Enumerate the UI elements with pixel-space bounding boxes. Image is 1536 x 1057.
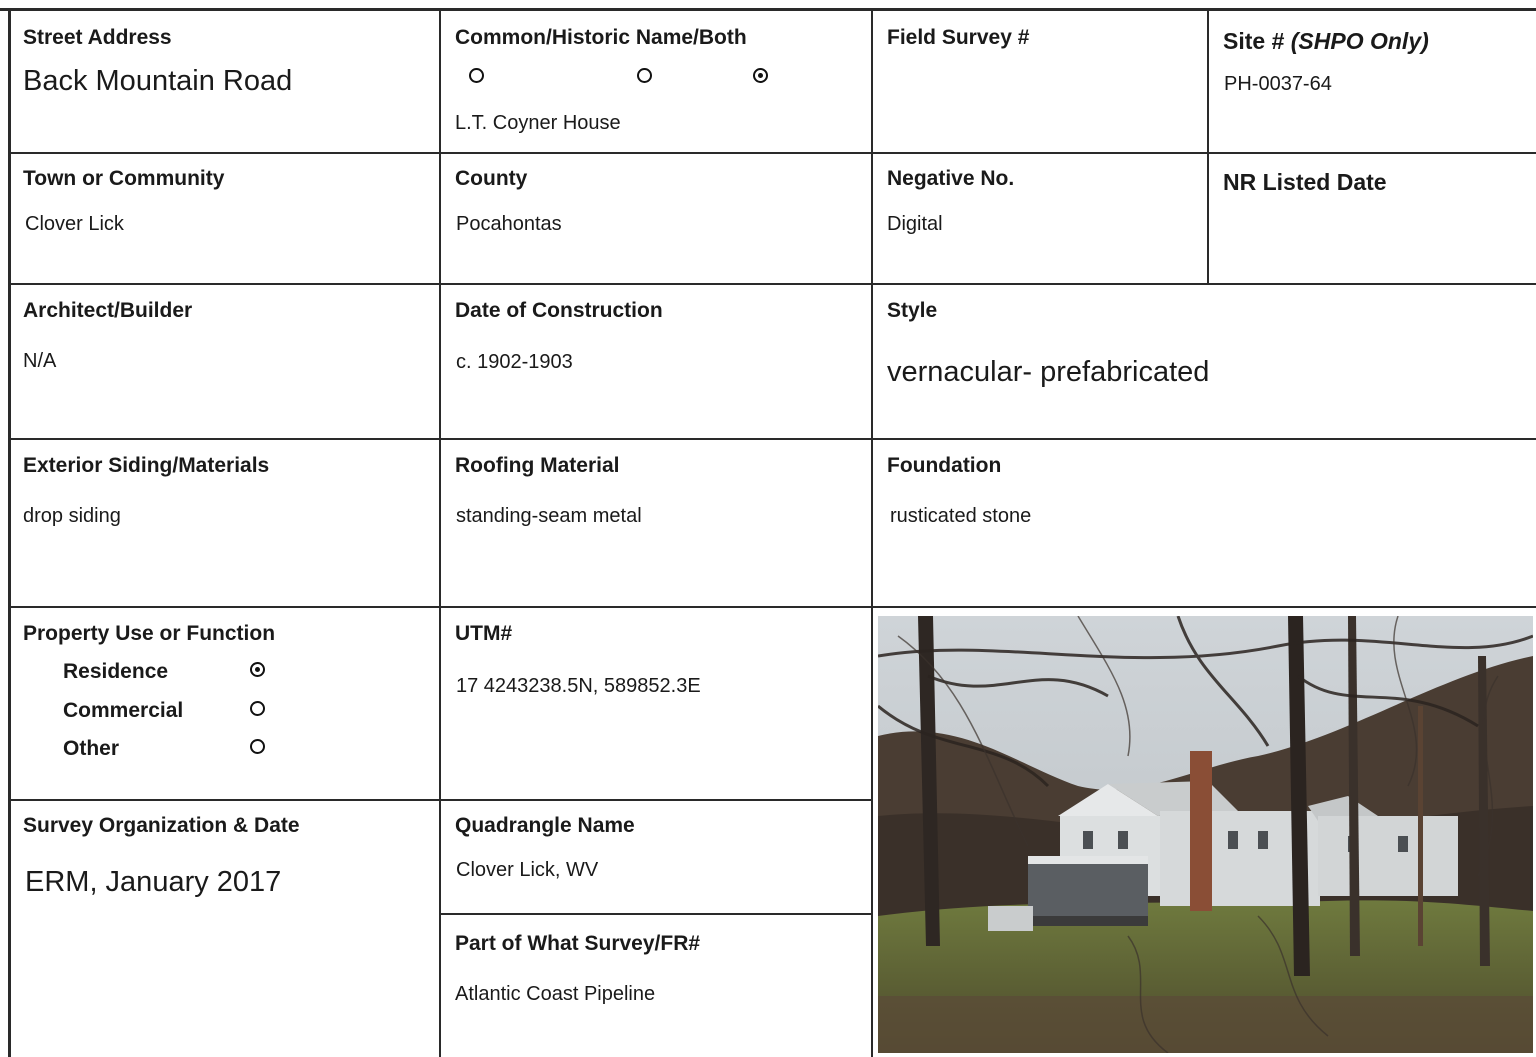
street-address-label: Street Address bbox=[23, 26, 172, 49]
date-construction-value[interactable]: c. 1902-1903 bbox=[456, 351, 573, 373]
column-divider-1 bbox=[439, 8, 441, 1057]
farmhouse-photo-illustration bbox=[878, 616, 1533, 1053]
county-value[interactable]: Pocahontas bbox=[456, 213, 562, 235]
siding-value[interactable]: drop siding bbox=[23, 505, 121, 527]
field-survey-label: Field Survey # bbox=[887, 26, 1030, 49]
name-type-radio-both[interactable] bbox=[753, 68, 768, 83]
utm-value[interactable]: 17 4243238.5N, 589852.3E bbox=[456, 675, 701, 697]
roofing-label: Roofing Material bbox=[455, 454, 620, 477]
site-number-label-note: (SHPO Only) bbox=[1290, 28, 1429, 54]
nr-listed-label: NR Listed Date bbox=[1223, 169, 1387, 195]
use-radio-other[interactable] bbox=[250, 739, 265, 754]
row-divider-6 bbox=[440, 913, 872, 915]
date-construction-label: Date of Construction bbox=[455, 299, 663, 322]
style-value[interactable]: vernacular- prefabricated bbox=[887, 356, 1210, 388]
left-border bbox=[8, 8, 11, 1057]
site-number-value[interactable]: PH-0037-64 bbox=[1224, 73, 1332, 95]
row-divider-5 bbox=[8, 799, 872, 801]
county-label: County bbox=[455, 167, 528, 190]
architect-value[interactable]: N/A bbox=[23, 350, 57, 372]
negative-no-label: Negative No. bbox=[887, 167, 1015, 190]
column-divider-2 bbox=[871, 8, 873, 1057]
siding-label: Exterior Siding/Materials bbox=[23, 454, 270, 477]
name-type-radio-common[interactable] bbox=[469, 68, 484, 83]
quadrangle-label: Quadrangle Name bbox=[455, 814, 635, 837]
survey-org-value[interactable]: ERM, January 2017 bbox=[25, 866, 282, 898]
common-historic-label: Common/Historic Name/Both bbox=[455, 26, 747, 49]
use-radio-commercial[interactable] bbox=[250, 701, 265, 716]
row-divider-1 bbox=[8, 152, 1536, 154]
quadrangle-value[interactable]: Clover Lick, WV bbox=[456, 859, 599, 881]
part-of-survey-value[interactable]: Atlantic Coast Pipeline bbox=[455, 983, 656, 1005]
row-divider-3 bbox=[8, 438, 1536, 440]
site-number-label bbox=[1223, 28, 1429, 55]
foundation-value[interactable]: rusticated stone bbox=[890, 505, 1032, 527]
column-divider-3 bbox=[1207, 8, 1209, 284]
survey-org-label: Survey Organization & Date bbox=[23, 814, 300, 837]
farmhouse-photo bbox=[878, 616, 1533, 1053]
property-use-label: Property Use or Function bbox=[23, 622, 276, 645]
foundation-label: Foundation bbox=[887, 454, 1002, 477]
town-value[interactable]: Clover Lick bbox=[25, 213, 124, 235]
utm-label: UTM# bbox=[455, 622, 513, 645]
use-option-commercial-label: Commercial bbox=[63, 699, 184, 722]
site-number-label-text: Site # bbox=[1223, 28, 1285, 54]
row-divider-4 bbox=[8, 606, 1536, 608]
roofing-value[interactable]: standing-seam metal bbox=[456, 505, 642, 527]
use-radio-residence[interactable] bbox=[250, 662, 265, 677]
street-address-value[interactable]: Back Mountain Road bbox=[23, 65, 293, 97]
part-of-survey-label: Part of What Survey/FR# bbox=[455, 932, 701, 955]
common-historic-value[interactable]: L.T. Coyner House bbox=[455, 112, 621, 134]
style-label: Style bbox=[887, 299, 938, 322]
name-type-radio-historic[interactable] bbox=[637, 68, 652, 83]
use-option-other-label: Other bbox=[63, 737, 120, 760]
top-border bbox=[0, 8, 1536, 11]
architect-label: Architect/Builder bbox=[23, 299, 193, 322]
row-divider-2 bbox=[8, 283, 1536, 285]
negative-no-value[interactable]: Digital bbox=[887, 213, 943, 235]
use-option-residence-label: Residence bbox=[63, 660, 169, 683]
town-label: Town or Community bbox=[23, 167, 225, 190]
